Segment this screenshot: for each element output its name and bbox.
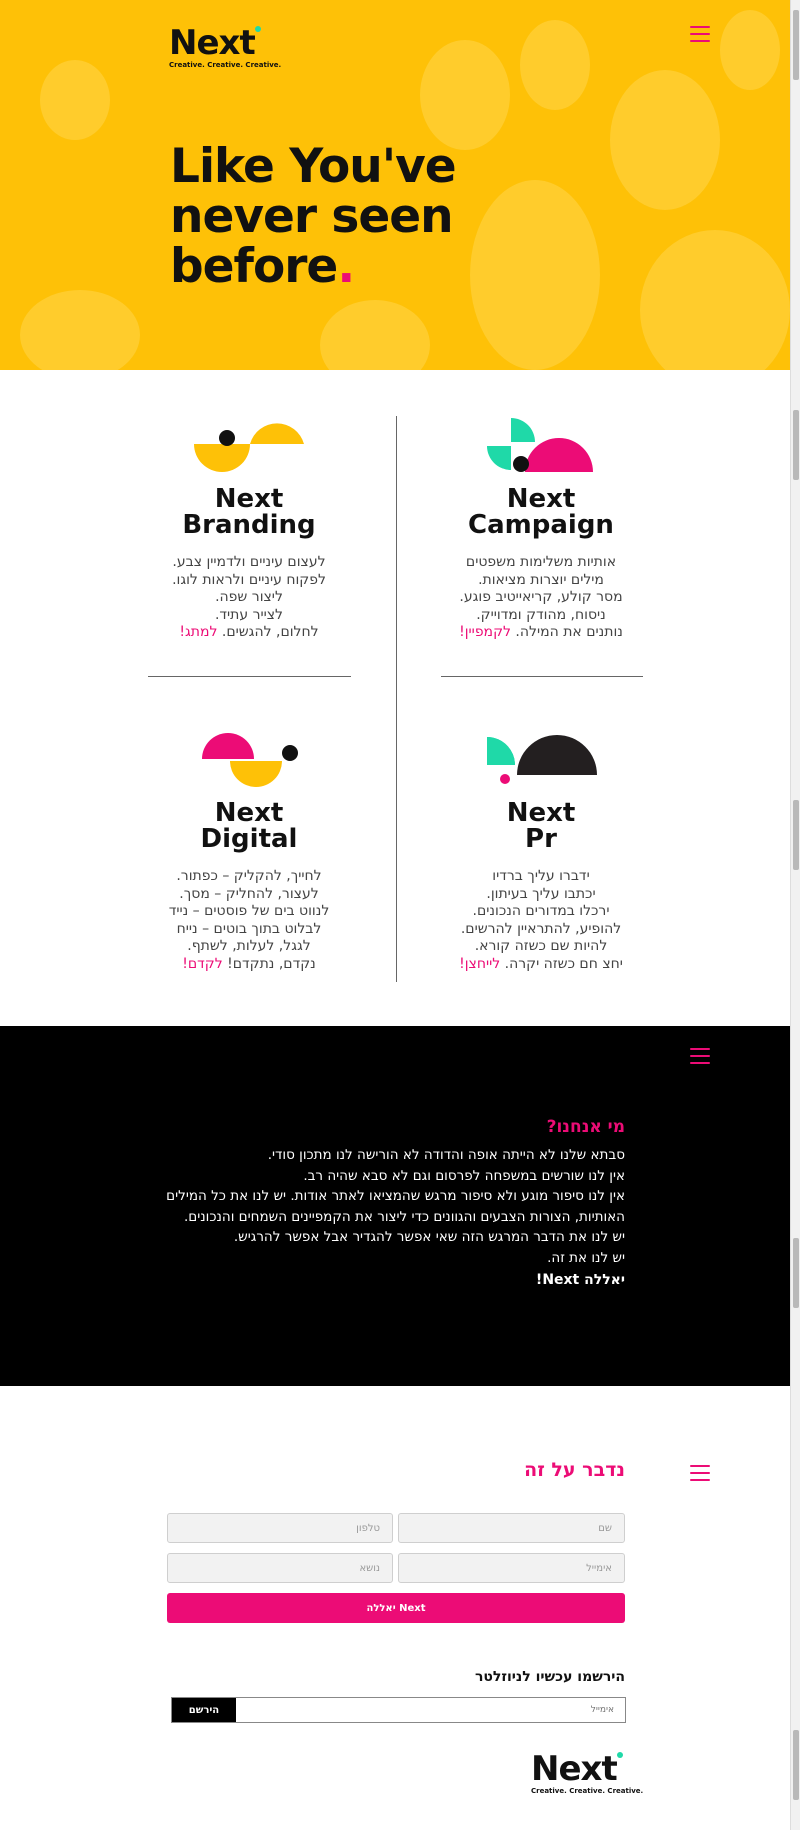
digital-shapes-icon [200, 733, 302, 787]
service-campaign [411, 486, 671, 642]
hero-title-line-1: Like You've [170, 139, 456, 194]
newsletter-form [171, 1697, 626, 1723]
service-pr-title: Next Pr [506, 798, 576, 854]
pr-shapes-icon [485, 735, 600, 787]
name-field[interactable] [398, 1513, 625, 1543]
service-digital-text: לחייך, להקליק – כפתור. לעצור, להחליק – מסך. לנווט בים של פוסטים – נייד לבלוט בתוך בוטים – נייח לגגל, לעלות, לשתף. נקדם, נתקדם! לקדם! [168, 868, 330, 972]
campaign-shapes-icon [485, 416, 600, 474]
about-menu-hamburger-icon[interactable] [690, 1048, 710, 1064]
service-branding-title: Next Branding [182, 484, 316, 540]
hero-title-dot: . [337, 239, 355, 294]
footer-logo-wordmark: Next [531, 1749, 617, 1789]
phone-field[interactable] [167, 1513, 393, 1543]
service-branding [119, 486, 379, 642]
about-text: סבתא שלנו לא הייתה אופה והדודה לא הורישה לנו מתכון סודי. אין לנו שורשים במשפחה לפרסום וגם לא סבא שהיה רב. אין לנו סיפור מוגע ולא סיפור מרגש שהמציאו לאתר אודות. יש לנו את כל המילים האותיות, הצורות הצבעים והגוונים כדי ליצור את הקמפיינים השמחים והנכונים. יש לנו את הדבר המרגש הזה שאי אפשר להגדיר אבל אפשר להרגיש. יש לנו את זה. [166, 1147, 625, 1266]
contact-menu-hamburger-icon[interactable] [690, 1465, 710, 1481]
service-campaign-link[interactable]: לקמפיין! [459, 624, 511, 640]
service-branding-link[interactable]: למתג! [179, 624, 218, 640]
page-scrollbar[interactable] [790, 0, 800, 1830]
hero-title-line-2: never seen [170, 189, 453, 244]
hero-title-line-3: before [170, 239, 338, 294]
service-pr [411, 800, 671, 973]
contact-submit-button[interactable]: יאללה Next [167, 1593, 625, 1623]
service-pr-link[interactable]: לייחצן! [459, 955, 501, 972]
about-cta: יאללה Next! [535, 1272, 625, 1288]
service-campaign-text: אותיות משלימות משפטים מילים יוצרות מציאות. מסר קולע, קריאייטיב פוגע. ניסוח, מהודק ומדוייק. נותנים את המילה. לקמפיין! [459, 554, 623, 640]
footer-logo-dot-icon [617, 1752, 623, 1758]
header-logo[interactable] [169, 23, 282, 69]
footer-logo[interactable] [531, 1749, 644, 1795]
menu-hamburger-icon[interactable] [690, 26, 710, 42]
services-divider-right [441, 676, 643, 677]
newsletter-email-input[interactable] [236, 1698, 624, 1722]
logo-dot-icon [255, 26, 261, 32]
email-field[interactable] [398, 1553, 625, 1583]
subject-field[interactable] [167, 1553, 393, 1583]
newsletter-subscribe-button[interactable]: הירשם [172, 1698, 236, 1722]
service-digital-title: Next Digital [200, 798, 298, 854]
logo-tagline: Creative. Creative. Creative. [169, 61, 282, 69]
service-pr-text: ידברו עליך ברדיו יכתבו עליך בעיתון. ירכלו במדורים הנכונים. להופיע, להתראיין להרשים. להיות שם כשזה קורא. יחצ חם כשזה יקרה. לייחצן! [459, 868, 623, 972]
hero-section [0, 0, 790, 370]
service-campaign-title: Next Campaign [468, 484, 614, 540]
service-digital-link[interactable]: לקדם! [182, 955, 223, 972]
service-digital [119, 800, 379, 973]
contact-title: נדבר על זה [524, 1459, 625, 1481]
service-branding-text: לעצום עיניים ולדמיין צבע. לפקוח עיניים ולראות לוגו. ליצור שפה. לצייר עתיד. לחלום, להגשים. למתג! [172, 554, 326, 640]
hero-title [170, 139, 590, 294]
footer-logo-tagline: Creative. Creative. Creative. [531, 1787, 644, 1795]
newsletter-title: הירשמו עכשיו לניוזלטר [474, 1669, 625, 1685]
about-title: מי אנחנו? [546, 1117, 625, 1137]
logo-wordmark: Next [169, 23, 255, 63]
services-vertical-divider [396, 416, 397, 982]
services-divider-left [148, 676, 351, 677]
branding-shapes-icon [192, 414, 304, 474]
